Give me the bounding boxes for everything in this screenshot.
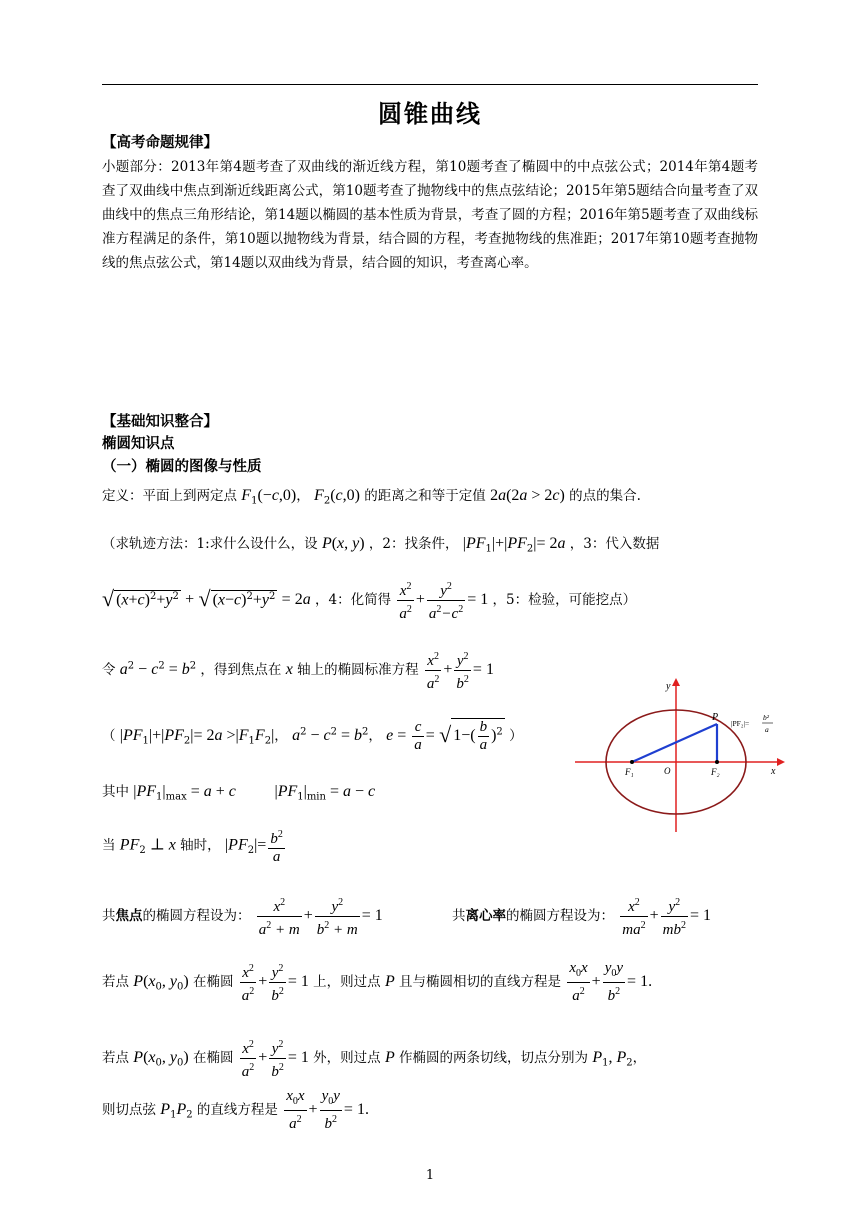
focus-f2-point <box>715 760 719 764</box>
method-line: （求轨迹方法：1:求什么设什么，设 P(x, y) ，2：找条件， $|PF_1|+|PF_2|= 2a$ ，3：代入数据 <box>102 535 660 555</box>
segment-pf1 <box>632 724 717 762</box>
ellipse-figure <box>575 676 785 836</box>
label-f2: F₂ <box>711 767 720 777</box>
label-o: O <box>664 766 671 776</box>
chord-line: 则切点弦 $P_1P_2$ 的直线方程是 $\frac{x_0x}{a^2}$ + $\frac{y_0y}{b^2}$ = 1. <box>102 1088 369 1132</box>
tangent-line: 若点 $P(x_0$, $y_0$) 在椭圆 $\frac{x^2}{a^2}$ + $\frac{y^2}{b^2}$ = 1 上，则过点 P 且与椭圆相切的直线方程是 $\frac{x_0x}{a^2}$ + $\frac{y_0y}{b^2}$ = 1. <box>102 960 653 1004</box>
section-heading-exam-pattern: 【高考命题规律】 <box>102 135 218 151</box>
co-eccentricity-line: 共离心率的椭圆方程设为： $\frac{x^2}{ma^2}$ + $\frac{y^2}{mb^2}$ = 1 <box>452 897 712 938</box>
standard-equation-line: 令 $a^2 - c^2 = b^2$ ，得到焦点在 x 轴上的椭圆标准方程 $\frac{x^2}{a^2}$ + $\frac{y^2}{b^2}$ = 1 <box>102 651 494 692</box>
page-number: 1 <box>425 1168 435 1183</box>
cofocal-line: 共焦点的椭圆方程设为： $\frac{x^2}{a^2 + m}$ + $\frac{y^2}{b^2 + m}$ = 1 <box>102 897 383 938</box>
focus-f1-point <box>630 760 634 764</box>
label-y: y <box>666 681 671 692</box>
x-axis-arrow <box>777 758 785 766</box>
label-p: P <box>712 712 719 723</box>
label-x: x <box>771 766 776 777</box>
method-equation-line: √ $(x+c)^2+y^2$ + √ $(x-c)^2+y^2 = 2a$ ，4：化简得 $\frac{x^2}{a^2}$ + $\frac{y^2}{a^2-c^2}$ = 1 ，5：检验，可能挖点） <box>102 581 637 622</box>
subheading-part1: （一）椭圆的图像与性质 <box>102 459 262 475</box>
top-rule <box>102 84 758 85</box>
section-heading-basic-knowledge: 【基础知识整合】 <box>102 414 218 430</box>
definition-line: 定义：平面上到两定点 $F_1(-c,0)$， $F_2(c,0)$ 的距离之和等于定值 2a(2a > 2c) 的点的集合. <box>102 487 641 507</box>
label-pf2-numerator: b² <box>763 713 769 722</box>
page-title: 圆锥曲线 <box>378 100 482 128</box>
exam-pattern-paragraph: 小题部分：2013年第4题考查了双曲线的渐近线方程，第10题考查了椭圆中的中点弦公式；2014年第4题考查了双曲线中焦点到渐近线距离公式，第10题考查了抛物线中的焦点弦结论；2015年第5题结合向量考查了双曲线中的焦点三角形结论，第14题以椭圆的基本性质为背景，考查了圆的方程；2016年第5题考查了双曲线标准方程满足的条件，第10题以抛物线为背景，结合圆的方程，考查抛物线的焦准距；2017年第10题考查抛物线的焦点弦公式，第14题以双曲线为背景，结合圆的知识，考查离心率。 <box>102 159 758 271</box>
label-f1: F₁ <box>625 767 634 777</box>
subheading-ellipse: 椭圆知识点 <box>102 436 175 452</box>
extremes-line: 其中 $|PF_1|_{max} = a + c$ $|PF_1|_{min} = a - c$ <box>102 783 376 803</box>
label-pf2-length: |PF₂|= <box>731 719 750 728</box>
y-axis-arrow <box>672 678 680 686</box>
outside-point-line: 若点 $P(x_0$, $y_0$) 在椭圆 $\frac{x^2}{a^2}$ + $\frac{y^2}{b^2}$ = 1 外，则过点 P 作椭圆的两条切线，切点分别为 $P_1$, $P_2$， <box>102 1039 647 1080</box>
properties-line: （ $|PF_1|+|PF_2|= 2a >|F_1F_2|$， $a^2 - c^2 = b^2$， e = $\frac{c}{a}$ = √ 1−( $\frac{b}{a}$ )$^2$ ） <box>102 719 523 753</box>
label-pf2-denominator: a <box>765 725 769 734</box>
perpendicular-line: 当 $PF_2$ ⊥ x 轴时， $|PF_2|=$ $\frac{b^2}{a}$ <box>102 829 283 865</box>
